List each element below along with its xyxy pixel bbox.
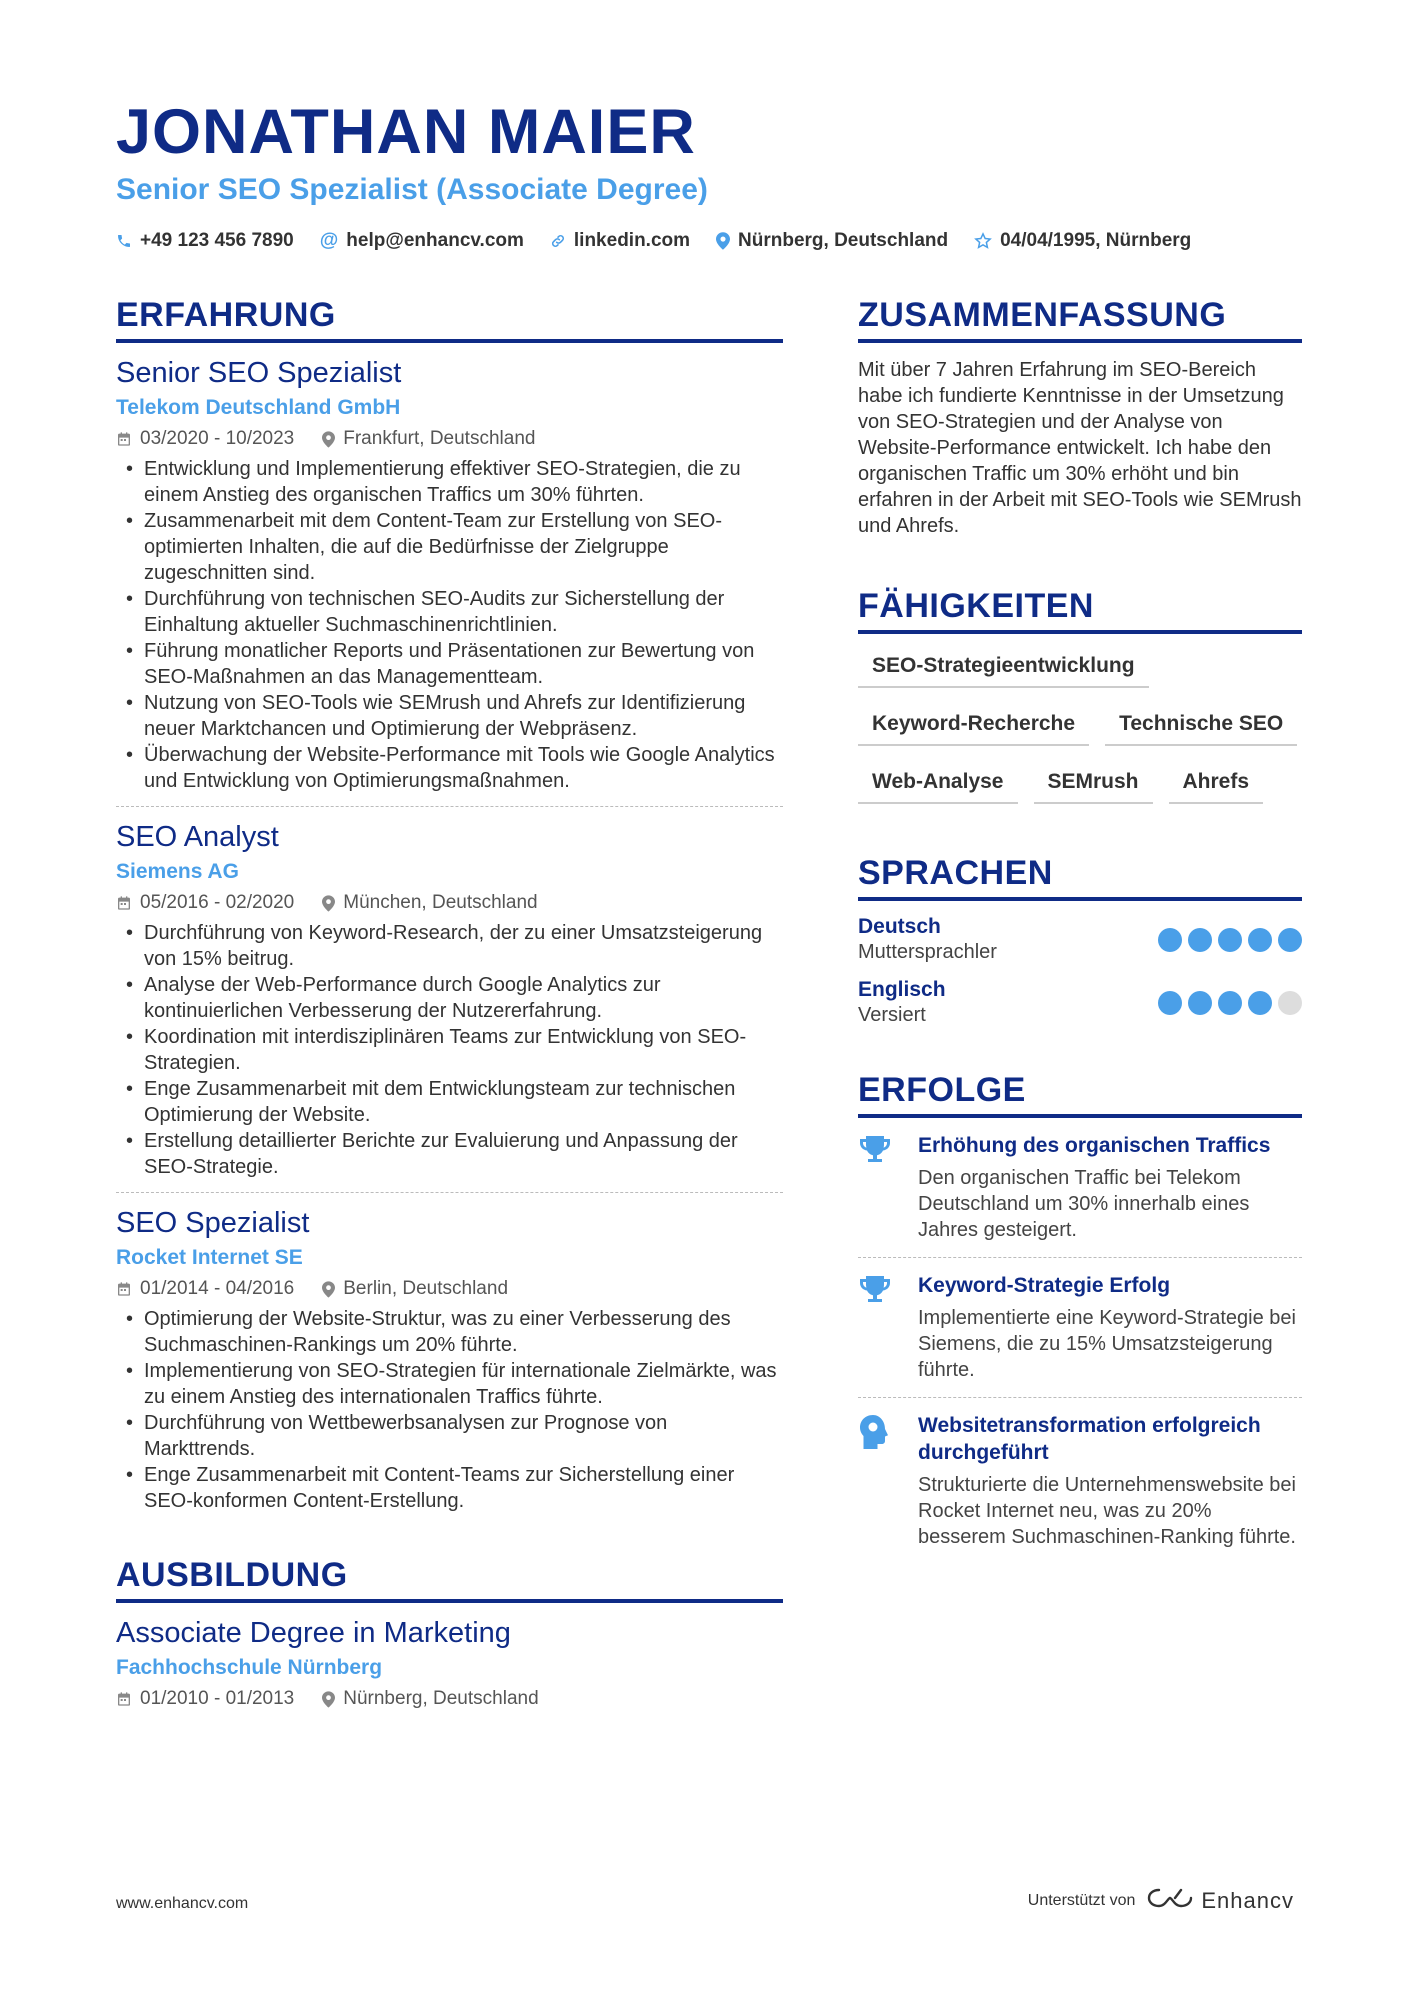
job-location (322, 892, 537, 914)
map-pin-icon (322, 1691, 335, 1708)
rating-dot-empty (1278, 991, 1302, 1015)
contact-linkedin-text: linkedin.com (573, 230, 691, 251)
edu-school: Fachhochschule Nürnberg (116, 1656, 383, 1679)
brand-name: Enhancv (1201, 1888, 1294, 1913)
language-item (858, 915, 1302, 964)
calendar-icon (116, 1691, 132, 1707)
achievement-desc: Den organischen Traffic bei Telekom Deutschland um 30% innerhalb eines Jahres gesteigert. (918, 1167, 1250, 1241)
achievements-heading: ERFOLGE (858, 1071, 1302, 1118)
contact-location (716, 230, 948, 252)
job-location-text: Berlin, Deutschland (343, 1278, 509, 1299)
at-icon: @ (319, 230, 339, 251)
job-bullets (116, 456, 783, 794)
map-pin-icon (716, 232, 730, 250)
job-bullets (116, 1306, 783, 1514)
job-location (322, 1278, 508, 1300)
job-dates (116, 428, 294, 450)
languages-heading: SPRACHEN (858, 854, 1302, 901)
calendar-icon (116, 895, 132, 911)
achievement-desc: Strukturierte die Unternehmenswebsite bei Rocket Internet neu, was zu 20% besserem Suchmaschinen-Ranking führte. (918, 1474, 1296, 1548)
contact-email-text: help@enhancv.com (346, 230, 524, 251)
map-pin-icon (322, 895, 335, 912)
achievement-title: Erhöhung des organischen Traffics (918, 1134, 1271, 1157)
achievement-body (918, 1132, 1302, 1243)
skill-tag: SEO-Strategieentwicklung (858, 648, 1149, 688)
left-column (116, 296, 783, 1716)
calendar-icon (116, 431, 132, 447)
achievement-item (858, 1132, 1302, 1258)
language-info (858, 915, 997, 964)
rating-dot-filled (1188, 991, 1212, 1015)
language-name: Englisch (858, 978, 946, 1001)
enhancv-logo-icon (1147, 1886, 1193, 1916)
language-level: Versiert (858, 1004, 926, 1026)
contact-birth-text: 04/04/1995, Nürnberg (1000, 230, 1192, 251)
achievement-desc: Implementierte eine Keyword-Strategie bei Siemens, die zu 15% Umsatzsteigerung führte. (918, 1307, 1296, 1381)
contact-birth (974, 230, 1191, 252)
language-level: Muttersprachler (858, 941, 997, 963)
edu-location-text: Nürnberg, Deutschland (343, 1688, 539, 1709)
job-company: Telekom Deutschland GmbH (116, 396, 401, 419)
skill-tag: SEMrush (1034, 764, 1153, 804)
bullet-item: • Durchführung von Keyword-Research, der zu einer Umsatzsteigerung von 15% beitrug. (116, 920, 783, 972)
language-rating (1158, 991, 1302, 1015)
job-dates (116, 892, 294, 914)
job-meta (116, 892, 783, 914)
map-pin-icon (322, 1281, 335, 1298)
contact-phone-text: +49 123 456 7890 (140, 230, 294, 251)
map-pin-icon (322, 431, 335, 448)
experience-entry (116, 1207, 783, 1526)
skill-tag: Ahrefs (1169, 764, 1264, 804)
edu-dates (116, 1688, 294, 1710)
job-dates-text: 03/2020 - 10/2023 (140, 428, 295, 449)
calendar-icon (116, 1281, 132, 1297)
job-location-text: Frankfurt, Deutschland (343, 428, 536, 449)
bullet-item: • Entwicklung und Implementierung effektiver SEO-Strategien, die zu einem Anstieg des organischen Traffics um 30% führten. (116, 456, 783, 508)
edu-location (322, 1688, 538, 1710)
job-meta (116, 1278, 783, 1300)
contact-phone[interactable] (116, 230, 294, 252)
link-icon (550, 233, 566, 249)
edu-degree: Associate Degree in Marketing (116, 1617, 511, 1649)
job-company: Siemens AG (116, 860, 239, 883)
achievement-item (858, 1412, 1302, 1564)
bullet-item: • Koordination mit interdisziplinären Teams zur Entwicklung von SEO-Strategien. (116, 1024, 783, 1076)
language-rating (1158, 928, 1302, 952)
job-role: SEO Spezialist (116, 1207, 310, 1239)
job-role: Senior SEO Spezialist (116, 357, 402, 389)
rating-dot-filled (1188, 928, 1212, 952)
job-dates (116, 1278, 294, 1300)
language-name: Deutsch (858, 915, 941, 938)
brand-logo[interactable] (1147, 1886, 1294, 1916)
bullet-item: • Implementierung von SEO-Strategien für internationale Zielmärkte, was zu einem Anstieg des internationalen Traffics führte. (116, 1358, 783, 1410)
bullet-item: • Zusammenarbeit mit dem Content-Team zur Erstellung von SEO-optimierten Inhalten, die auf die Bedürfnisse der Zielgruppe zugeschnitten sind. (116, 508, 783, 586)
bullet-item: • Enge Zusammenarbeit mit dem Entwicklungsteam zur technischen Optimierung der Website. (116, 1076, 783, 1128)
achievement-body (918, 1272, 1302, 1383)
skills-list (858, 648, 1302, 804)
candidate-name: JONATHAN MAIER (116, 97, 696, 167)
job-role: SEO Analyst (116, 821, 279, 853)
skill-tag: Keyword-Recherche (858, 706, 1089, 746)
rating-dot-filled (1278, 928, 1302, 952)
star-icon (974, 232, 992, 250)
job-dates-text: 05/2016 - 02/2020 (140, 892, 295, 913)
achievement-body (918, 1412, 1302, 1550)
head-icon (858, 1412, 902, 1550)
edu-meta (116, 1688, 783, 1710)
bullet-item: • Nutzung von SEO-Tools wie SEMrush und Ahrefs zur Identifizierung neuer Marktchancen und Optimierung der Webpräsenz. (116, 690, 783, 742)
powered-by-label: Unterstützt von (1027, 1892, 1136, 1909)
contact-linkedin[interactable] (550, 230, 690, 252)
achievement-title: Websitetransformation erfolgreich durchgeführt (918, 1414, 1261, 1464)
job-dates-text: 01/2014 - 04/2016 (140, 1278, 295, 1299)
language-info (858, 978, 946, 1027)
bullet-item: • Führung monatlicher Reports und Präsentationen zur Bewertung von SEO-Maßnahmen an das Managementteam. (116, 638, 783, 690)
rating-dot-filled (1248, 991, 1272, 1015)
bullet-item: • Erstellung detaillierter Berichte zur Evaluierung und Anpassung der SEO-Strategie. (116, 1128, 783, 1180)
footer-website[interactable]: www.enhancv.com (116, 1895, 249, 1912)
skill-tag: Technische SEO (1105, 706, 1297, 746)
candidate-title: Senior SEO Spezialist (Associate Degree) (116, 173, 708, 206)
summary-text: Mit über 7 Jahren Erfahrung im SEO-Bereich habe ich fundierte Kenntnisse in der Umsetzung von SEO-Strategien und der Analyse von Website-Performance entwickelt. Ich habe den organischen Traffic um 30% erhöht und bin erfahren in der Arbeit mit SEO-Tools wie SEMrush und Ahrefs. (858, 359, 1302, 537)
rating-dot-filled (1158, 928, 1182, 952)
bullet-item: • Durchführung von Wettbewerbsanalysen zur Prognose von Markttrends. (116, 1410, 783, 1462)
contact-location-text: Nürnberg, Deutschland (738, 230, 949, 251)
rating-dot-filled (1218, 991, 1242, 1015)
bullet-item: • Optimierung der Website-Struktur, was zu einer Verbesserung des Suchmaschinen-Rankings um 20% führte. (116, 1306, 783, 1358)
trophy-icon (858, 1272, 902, 1383)
experience-entry (116, 357, 783, 807)
edu-dates-text: 01/2010 - 01/2013 (140, 1688, 295, 1709)
achievements-list (858, 1132, 1302, 1564)
trophy-icon (858, 1132, 902, 1243)
job-meta (116, 428, 783, 450)
footer-branding (1028, 1886, 1294, 1916)
bullet-item: • Analyse der Web-Performance durch Google Analytics zur kontinuierlichen Verbesserung der Nutzererfahrung. (116, 972, 783, 1024)
experience-entry (116, 821, 783, 1193)
contact-email[interactable] (320, 230, 524, 252)
bullet-item: • Überwachung der Website-Performance mit Tools wie Google Analytics und Entwicklung von Optimierungsmaßnahmen. (116, 742, 783, 794)
rating-dot-filled (1158, 991, 1182, 1015)
skill-tag: Web-Analyse (858, 764, 1018, 804)
languages-list (858, 915, 1302, 1027)
education-heading: AUSBILDUNG (116, 1556, 783, 1603)
education-entry (116, 1617, 783, 1710)
job-location (322, 428, 535, 450)
rating-dot-filled (1218, 928, 1242, 952)
skills-heading: FÄHIGKEITEN (858, 587, 1302, 634)
right-column (858, 296, 1302, 1578)
rating-dot-filled (1248, 928, 1272, 952)
achievement-title: Keyword-Strategie Erfolg (918, 1274, 1171, 1297)
contact-bar (116, 230, 1191, 252)
achievement-item (858, 1272, 1302, 1398)
bullet-item: • Durchführung von technischen SEO-Audits zur Sicherstellung der Einhaltung aktueller Suchmaschinenrichtlinien. (116, 586, 783, 638)
phone-icon (116, 233, 132, 249)
job-location-text: München, Deutschland (343, 892, 538, 913)
summary-heading: ZUSAMMENFASSUNG (858, 296, 1302, 343)
bullet-item: • Enge Zusammenarbeit mit Content-Teams zur Sicherstellung einer SEO-konformen Content-Erstellung. (116, 1462, 783, 1514)
job-bullets (116, 920, 783, 1180)
experience-heading: ERFAHRUNG (116, 296, 783, 343)
language-item (858, 978, 1302, 1027)
job-company: Rocket Internet SE (116, 1246, 303, 1269)
